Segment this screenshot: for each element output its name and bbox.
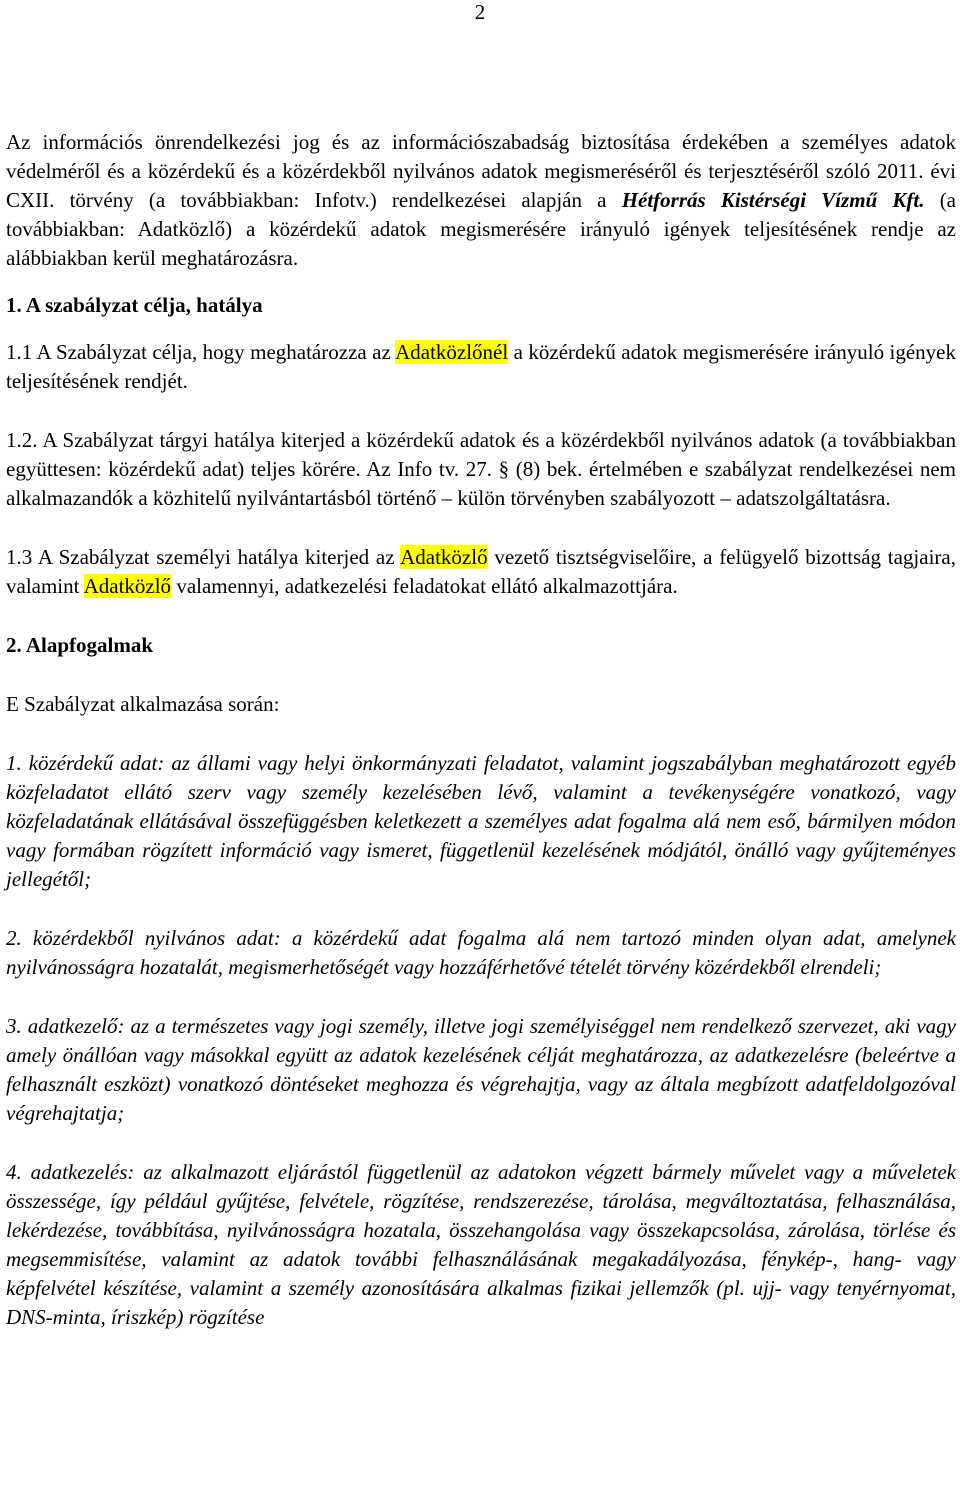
definition-1: 1. közérdekű adat: az állami vagy helyi önkormányzati feladatot, valamint jogszabályban meghatározott egyéb közfeladatot ellátó szerv vagy személy kezelésében lévő, valamint a tevékenységére vonatkozó, vagy közfeladatának ellátásával összefüggésben keletkezett a személyes adat fogalma alá nem eső, bármilyen módon vagy formában rögzített információ vagy ismeret, függetlenül kezelésének módjától, önálló vagy gyűjteményes jellegétől;: [6, 751, 956, 891]
intro-paragraph: [6, 128, 956, 273]
paragraph-1-3-text-a: 1.3 A Szabályzat személyi hatálya kiterjed az: [6, 545, 401, 569]
paragraph-1-3-text-c: valamennyi, adatkezelési feladatokat ellátó alkalmazottjára.: [171, 574, 678, 598]
company-name: Hétforrás Kistérségi Vízmű Kft.: [621, 188, 925, 212]
intro-text-1: Az információs önrendelkezési jog és az információszabadság biztosítása érdekében a személyes adatok védelméről és a közérdekű és a közérdekből nyilvános adatok megismeréséről és terjesztéséről szóló 2011. évi CXII. törvény (a továbbiakban: Infotv.) rendelkezései alapján a: [6, 130, 956, 212]
paragraph-1-1: [6, 338, 956, 396]
paragraph-1-1-text-a: 1.1 A Szabályzat célja, hogy meghatározza az: [6, 340, 396, 364]
paragraph-1-1-text-b: a közérdekű adatok megismerésére irányuló igények teljesítésének rendjét.: [6, 340, 956, 393]
intro-text-2: (a továbbiakban: Adatközlő) a közérdekű adatok megismerésére irányuló igények teljesítésének rendje az alábbiakban kerül meghatározásra.: [6, 188, 957, 270]
highlight-adatkozlo-1: Adatközlő: [400, 545, 488, 569]
section-2-heading: 2. Alapfogalmak: [6, 633, 154, 657]
highlight-adatkozlonel: Adatközlőnél: [395, 340, 509, 364]
definition-4: 4. adatkezelés: az alkalmazott eljárástól függetlenül az adatokon végzett bármely művelet vagy a műveletek összessége, így például gyűjtése, felvétele, rögzítése, rendszerezése, tárolása, megváltoztatása, felhasználása, lekérdezése, továbbítása, nyilvánosságra hozatala, összehangolása vagy összekapcsolása, zárolása, törlése és megsemmisítése, valamint az adatok további felhasználásának megakadályozása, fénykép-, hang- vagy képfelvétel készítése, valamint a személy azonosítására alkalmas fizikai jellemzők (pl. ujj- vagy tenyérnyomat, DNS-minta, íriszkép) rögzítése: [6, 1160, 956, 1329]
paragraph-1-3: [6, 543, 956, 601]
document-body: [6, 128, 956, 1332]
section-1-heading: 1. A szabályzat célja, hatálya: [6, 293, 263, 317]
highlight-adatkozlo-2: Adatközlő: [83, 574, 172, 598]
paragraph-1-2: 1.2. A Szabályzat tárgyi hatálya kiterjed a közérdekű adatok és a közérdekből nyilvános adatok (a továbbiakban együttesen: közérdekű adat) teljes körére. Az Info tv. 27. § (8) bek. értelmében e szabályzat rendelkezései nem alkalmazandók a közhitelű nyilvántartásból történő – külön törvényben szabályozott – adatszolgáltatásra.: [6, 428, 956, 510]
page-number: 2: [474, 0, 486, 24]
paragraph-1-3-text-b: vezető tisztségviselőire, a felügyelő bizottság tagjaira, valamint: [6, 545, 956, 598]
section-2-intro: E Szabályzat alkalmazása során:: [6, 692, 280, 716]
definition-2: 2. közérdekből nyilvános adat: a közérdekű adat fogalma alá nem tartozó minden olyan adat, amelynek nyilvánosságra hozatalát, megismerhetőségét vagy hozzáférhetővé tételét törvény közérdekből elrendeli;: [6, 926, 956, 979]
definition-3: 3. adatkezelő: az a természetes vagy jogi személy, illetve jogi személyiséggel nem rendelkező szervezet, aki vagy amely önállóan vagy másokkal együtt az adatok kezelésének célját meghatározza, az adatkezelésre (beleértve a felhasznált eszközt) vonatkozó döntéseket meghozza és végrehajtja, vagy az általa megbízott adatfeldolgozóval végrehajtatja;: [6, 1014, 956, 1125]
